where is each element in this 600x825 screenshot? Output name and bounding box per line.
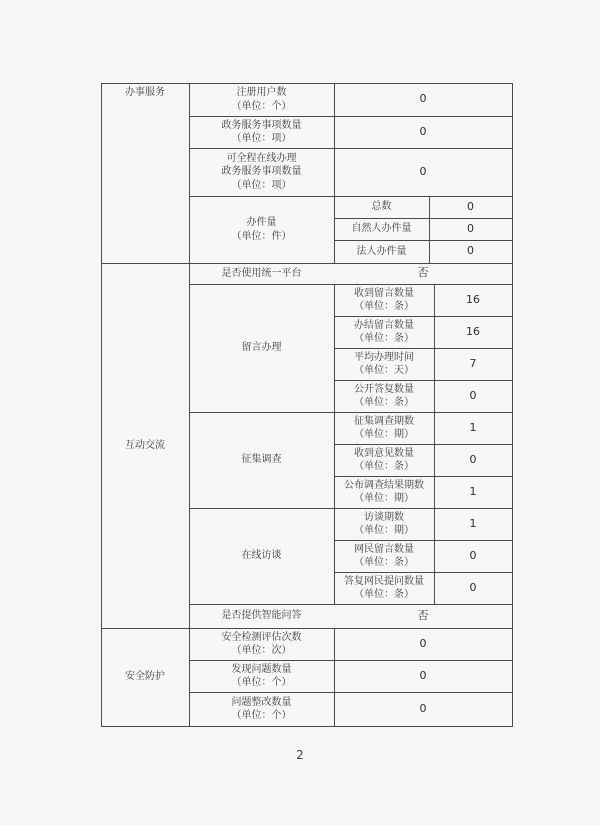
interview-periods-value: 1 [469, 516, 477, 530]
cases-legal-person-label: 法人办件量 [356, 245, 407, 257]
survey-opinions-label: 收到意见数量 （单位：条） [354, 447, 414, 472]
table-border [512, 83, 513, 727]
page-number: 2 [296, 748, 304, 762]
service-items-value: 0 [419, 124, 427, 138]
survey-results-value: 1 [469, 484, 477, 498]
registered-users-label: 注册用户数 （单位：个） [231, 87, 292, 112]
interview-label: 在线访谈 [241, 550, 282, 562]
security-checks-label: 安全检测评估次数 （单位：次） [221, 631, 302, 656]
interview-messages-label: 网民留言数量 （单位：条） [354, 543, 414, 568]
security-fixed-label: 问题整改数量 （单位：个） [231, 696, 292, 721]
interview-answers-value: 0 [469, 580, 477, 594]
cases-natural-person-value: 0 [467, 221, 474, 235]
survey-label: 征集调查 [241, 454, 282, 466]
cases-total-value: 0 [467, 199, 474, 213]
registered-users-value: 0 [419, 92, 427, 106]
online-items-value: 0 [419, 164, 427, 178]
security-issues-value: 0 [419, 668, 427, 682]
section-label-security: 安全防护 [125, 671, 165, 683]
cases-natural-person-label: 自然人办件量 [351, 223, 412, 235]
messages-avg-time-label: 平均办理时间 （单位：天） [354, 351, 414, 376]
cases-legal-person-value: 0 [467, 244, 474, 258]
interview-messages-value: 0 [469, 548, 477, 562]
messages-received-value: 16 [466, 292, 480, 306]
smart-qa-value: 否 [417, 608, 429, 622]
cases-label: 办件量 （单位：件） [231, 217, 292, 242]
survey-periods-value: 1 [469, 420, 477, 434]
section-label-interaction: 互动交流 [125, 439, 165, 451]
online-items-label: 可全程在线办理 政务服务事项数量 （单位：项） [221, 152, 302, 191]
survey-opinions-value: 0 [469, 452, 477, 466]
survey-periods-label: 征集调查期数 （单位：期） [354, 415, 414, 440]
unified-platform-value: 否 [417, 266, 429, 280]
messages-received-label: 收到留言数量 （单位：条） [354, 287, 414, 312]
section-label-office-service: 办事服务 [125, 87, 165, 99]
security-fixed-value: 0 [419, 701, 427, 715]
interview-periods-label: 访谈期数 （单位：期） [354, 511, 414, 536]
smart-qa-label: 是否提供智能问答 [221, 610, 302, 622]
messages-public-reply-value: 0 [469, 388, 477, 402]
interview-answers-label: 答复网民提问数量 （单位：条） [344, 575, 424, 600]
messages-completed-label: 办结留言数量 （单位：条） [354, 319, 414, 344]
survey-results-label: 公布调查结果期数 （单位：期） [344, 479, 424, 504]
security-issues-label: 发现问题数量 （单位：个） [231, 663, 292, 688]
messages-avg-time-value: 7 [469, 356, 477, 370]
table-border [101, 726, 513, 727]
cases-total-label: 总数 [371, 201, 392, 213]
service-items-label: 政务服务事项数量 （单位：项） [221, 119, 302, 144]
messages-label: 留言办理 [241, 342, 282, 354]
messages-completed-value: 16 [466, 324, 480, 338]
unified-platform-label: 是否使用统一平台 [221, 267, 302, 279]
messages-public-reply-label: 公开答复数量 （单位：条） [354, 383, 414, 408]
security-checks-value: 0 [419, 636, 427, 650]
